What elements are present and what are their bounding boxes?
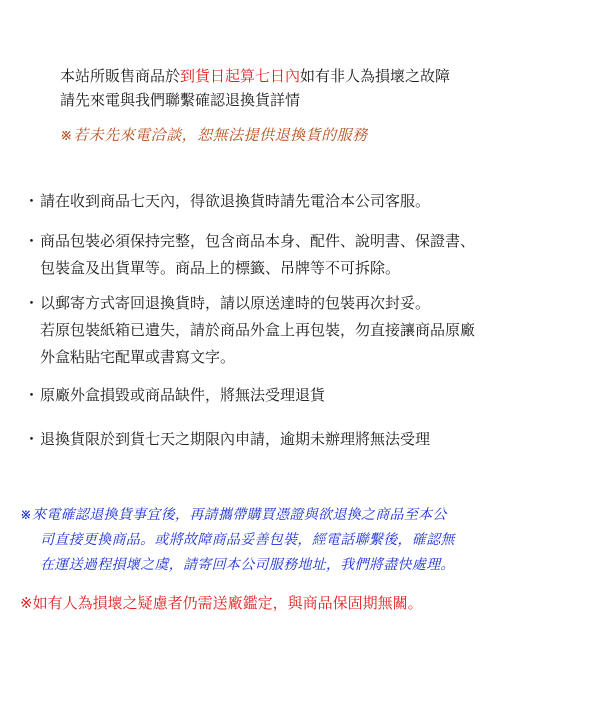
rule-text: 商品包裝必須保持完整，包含商品本身、配件、說明書、保證書、 bbox=[40, 232, 476, 250]
rule-text: 包裝盒及出貨單等。商品上的標籤、吊牌等不可拆除。 bbox=[40, 259, 401, 277]
rule-text: 以郵寄方式寄回退換貨時，請以原送達時的包裝再次封妥。 bbox=[40, 294, 431, 312]
note-line: ※來電確認退換貨事宜後，再請攜帶購買憑證與欲退換之商品至本公 bbox=[20, 507, 447, 523]
warning-text: ※若未先來電洽談，恕無法提供退換貨的服務 bbox=[60, 126, 368, 144]
damage-disclaimer: ※如有人為損壞之疑慮者仍需送廠鑑定，與商品保固期無關。 bbox=[20, 594, 423, 612]
bullet: ・ bbox=[24, 232, 40, 250]
rule-text: 請在收到商品七天內，得欲退換貨時請先電洽本公司客服。 bbox=[40, 192, 431, 210]
rule-item-5 bbox=[24, 426, 430, 453]
rule-text: 外盒粘貼宅配單或書寫文字。 bbox=[40, 348, 236, 366]
note-line: 司直接更換商品。或將故障商品妥善包裝，經電話聯繫後，確認無 bbox=[40, 532, 455, 548]
rule-item-1 bbox=[24, 188, 430, 215]
intro-line-1 bbox=[60, 64, 450, 88]
rule-item-4 bbox=[24, 382, 325, 409]
bullet: ・ bbox=[24, 294, 40, 312]
intro-text-before: 本站所販售商品於 bbox=[60, 67, 181, 85]
rule-text: 原廠外盒損毀或商品缺件，將無法受理退貨 bbox=[40, 386, 326, 404]
intro-highlight: 到貨日起算七日內 bbox=[180, 67, 301, 85]
intro-line-2: 請先來電與我們聯繫確認退換貨詳情 bbox=[60, 91, 301, 109]
rule-item-2 bbox=[24, 228, 475, 282]
bullet: ・ bbox=[24, 192, 40, 210]
note-line: 在運送過程損壞之虞，請寄回本公司服務地址，我們將盡快處理。 bbox=[40, 557, 455, 573]
intro-text bbox=[60, 64, 450, 112]
bullet: ・ bbox=[24, 386, 40, 404]
bullet: ・ bbox=[24, 430, 40, 448]
exchange-procedure-note bbox=[20, 503, 455, 578]
intro-text-after: 如有非人為損壞之故障 bbox=[300, 67, 451, 85]
rule-text: 退換貨限於到貨七天之期限內申請，逾期未辦理將無法受理 bbox=[40, 430, 431, 448]
rule-item-3 bbox=[24, 290, 475, 371]
rule-text: 若原包裝紙箱已遺失，請於商品外盒上再包裝，勿直接讓商品原廠 bbox=[40, 321, 476, 339]
